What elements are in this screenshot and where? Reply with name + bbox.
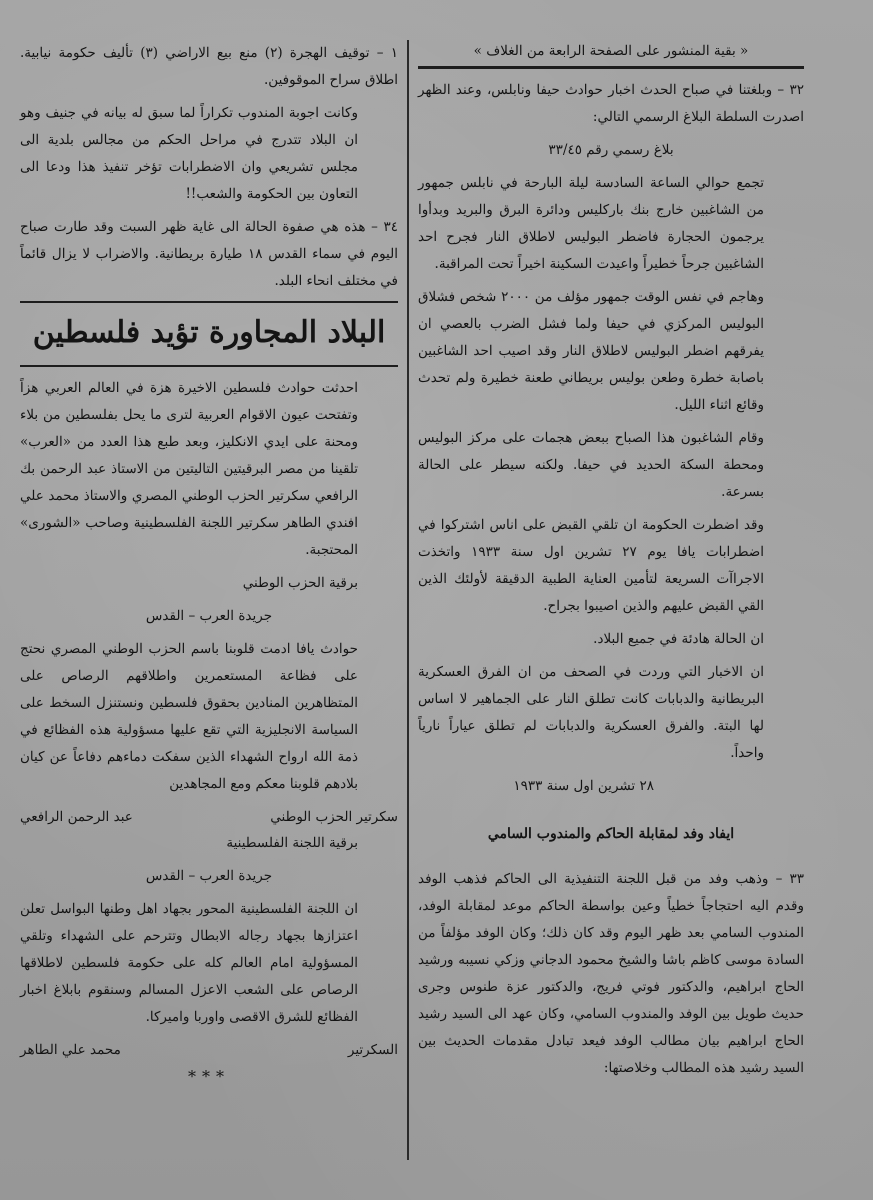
demands-paragraph: ١ – توقيف الهجرة (٢) منع بيع الاراضي (٣) تأليف حكومة نيابية. اطلاق سراح الموقوفين.	[20, 45, 398, 88]
right-column	[418, 40, 804, 1088]
left-column	[20, 40, 398, 1086]
bulletin-paragraph-3: وقام الشاغبون هذا الصباح ببعض هجمات على مركز البوليس ومحطة السكة الحديد في حيفا. ولكنه سيطر على الحالة بسرعة.	[418, 430, 764, 500]
bulletin-title: بلاغ رسمي رقم ٣٣/٤٥	[548, 142, 674, 158]
article-intro: احدثت حوادث فلسطين الاخيرة هزة في العالم العربي هزاً وتفتحت عيون الاقوام العربية لترى ما يحل بفلسطين من بلاء ومحنة على ايدي الانكليز، وبعد طبع هذا العدد من «العرب» تلقينا من مصر البرقيتين التاليتين من الاستاذ عبد الرحمن بك الرافعي سكرتير الحزب الوطني المصري والاستاذ محمد علي افندي الطاهر سكرتير اللجنة الفلسطينية وصاحب «الشورى» المحتجبة.	[20, 380, 358, 558]
telegram-1-signature-title: سكرتير الحزب الوطني	[270, 809, 398, 825]
telegram-2-heading: برقية اللجنة الفلسطينية	[226, 835, 358, 851]
telegram-1-body: حوادث يافا ادمت قلوبنا باسم الحزب الوطني المصري نحتج على فظاعة المستعمرين واطلاقهم الرصاص على المتظاهرين المنادين بحقوق فلسطين ونستنزل السخط على السياسة الانجليزية التي تقع عليها مسؤولية هذه الفظائع في ذمة الله ارواح الشهداء الذين سفكت دماءهم دفاعاً عن كيان بلادهم قلوبنا معكم ومع المجاهدين	[20, 641, 358, 792]
title-rule	[20, 365, 398, 367]
telegram-2-destination: جريدة العرب – القدس	[145, 868, 273, 884]
telegram-2-signature-name: محمد علي الطاهر	[20, 1042, 121, 1058]
header-rule	[418, 66, 804, 69]
paragraph-33: ٣٣ – وذهب وفد من قبل اللجنة التنفيذية الى الحاكم فذهب الوفد وقدم اليه احتجاجاً خطياً وعين بواسطة الحاكم موعد لمقابلة الوفد، المندوب السامي بعد ظهر اليوم وقد كان ذلك؛ وكان الوفد مؤلفاً من السادة موسى كاظم باشا والشيخ محمود الدجاني وزكي نسيبه ورشيد الحاج ابراهيم، والدكتور فوتي فريج، والدكتور عزة طنوس وجرى حديث طويل بين الوفد والمندوب السامي، وكان عهد الى السيد رشيد الحاج ابراهيم بيان مطالب الوفد فيعد تبادل مقدمات الحديث بين السيد رشيد هذه المطالب وخلاصتها:	[418, 871, 804, 1076]
telegram-1-signature	[20, 804, 398, 830]
bulletin-paragraph-6: ان الاخبار التي وردت في الصحف من ان الفرق العسكرية البريطانية والدبابات كانت تطلق النار على الجماهير لا اساس لها البتة. والفرق العسكرية والدبابات لم تطلق عياراً نارياً واحداً.	[418, 664, 764, 761]
article-title: البلاد المجاورة تؤيد فلسطين	[32, 315, 386, 350]
telegram-2-body: ان اللجنة الفلسطينية المحور بجهاد اهل وطنها البواسل تعلن اعتزازها بجهاد رجاله الابطال وتترحم على الشهداء وتلقي المسؤولية امام العالم كله على حكومة فلسطين لاطلاقها الرصاص على الشعب الاعزل المسالم وسنقوم بابلاغ اخبار الفظائع للشرق الاقصى واوربا واميركا.	[20, 901, 358, 1025]
column-divider	[407, 40, 409, 1160]
telegram-1-destination: جريدة العرب – القدس	[145, 608, 273, 624]
closing-stars: ***	[188, 1067, 230, 1086]
paragraph-34: ٣٤ – هذه هي صفوة الحالة الى غاية ظهر السبت وقد طارت صباح اليوم في سماء القدس ١٨ طيارة بريطانية. والاضراب لا يزال قائماً في مختلف انحاء البلد.	[20, 219, 398, 289]
telegram-1-signature-name: عبد الرحمن الرافعي	[20, 809, 133, 825]
section-rule	[20, 301, 398, 303]
telegram-2-signature-title: السكرتير	[347, 1042, 398, 1058]
commissioner-answer-paragraph: وكانت اجوبة المندوب تكراراً لما سبق له بيانه في جنيف وهو ان البلاد تتدرج في مراحل الحكم من مجالس بلدية الى مجلس تشريعي وان الاضطرابات تؤخر تنفيذ هذا ودعا الى التعاون بين الحكومة والشعب!!	[20, 105, 358, 202]
bulletin-paragraph-2: وهاجم في نفس الوقت جمهور مؤلف من ٢٠٠٠ شخص فشلاق البوليس المركزي في حيفا ولما فشل الضرب بالعصي ان يفرقهم اضطر البوليس لاطلاق النار وقد اصيب احد الشاغبين باصابة خطرة وطعن بوليس بريطاني طعنة خطيرة ولم تحدث وقائع اثناء الليل.	[418, 289, 764, 413]
bulletin-paragraph-4: وقد اضطرت الحكومة ان تلقي القبض على اناس اشتركوا في اضطرابات يافا يوم ٢٧ تشرين اول سنة ١٩٣٣ واتخذت الاجراآت السريعة لتأمين العناية الطبية الدقيقة لأولئك الذين القي القبض عليهم والذين اصيبوا بجراح.	[418, 517, 765, 614]
telegram-1-heading: برقية الحزب الوطني	[242, 575, 358, 591]
bulletin-paragraph-1: تجمع حوالي الساعة السادسة ليلة البارحة في نابلس جمهور من الشاغبين خارج بنك باركليس ودائرة البرق والبريد وبدأوا يرجمون الحجارة فاضطر البوليس لاطلاق النار فجرح احد الشاغبين جرحاً خطيراً واعيدت السكينة اخيراً تحت المراقبة.	[418, 175, 764, 272]
telegram-2-signature	[20, 1037, 398, 1063]
continuation-header: « بقية المنشور على الصفحة الرابعة من الغلاف »	[473, 43, 749, 59]
bulletin-date: ٢٨ تشرين اول سنة ١٩٣٣	[513, 778, 654, 794]
bulletin-paragraph-5: ان الحالة هادئة في جميع البلاد.	[593, 631, 764, 647]
delegation-subheading: ايفاد وفد لمقابلة الحاكم والمندوب السامي	[487, 826, 735, 842]
paragraph-32: ٣٢ – وبلغتنا في صباح الحدث اخبار حوادث حيفا ونابلس، وعند الظهر اصدرت السلطة البلاغ الرسمي التالي:	[418, 82, 804, 125]
